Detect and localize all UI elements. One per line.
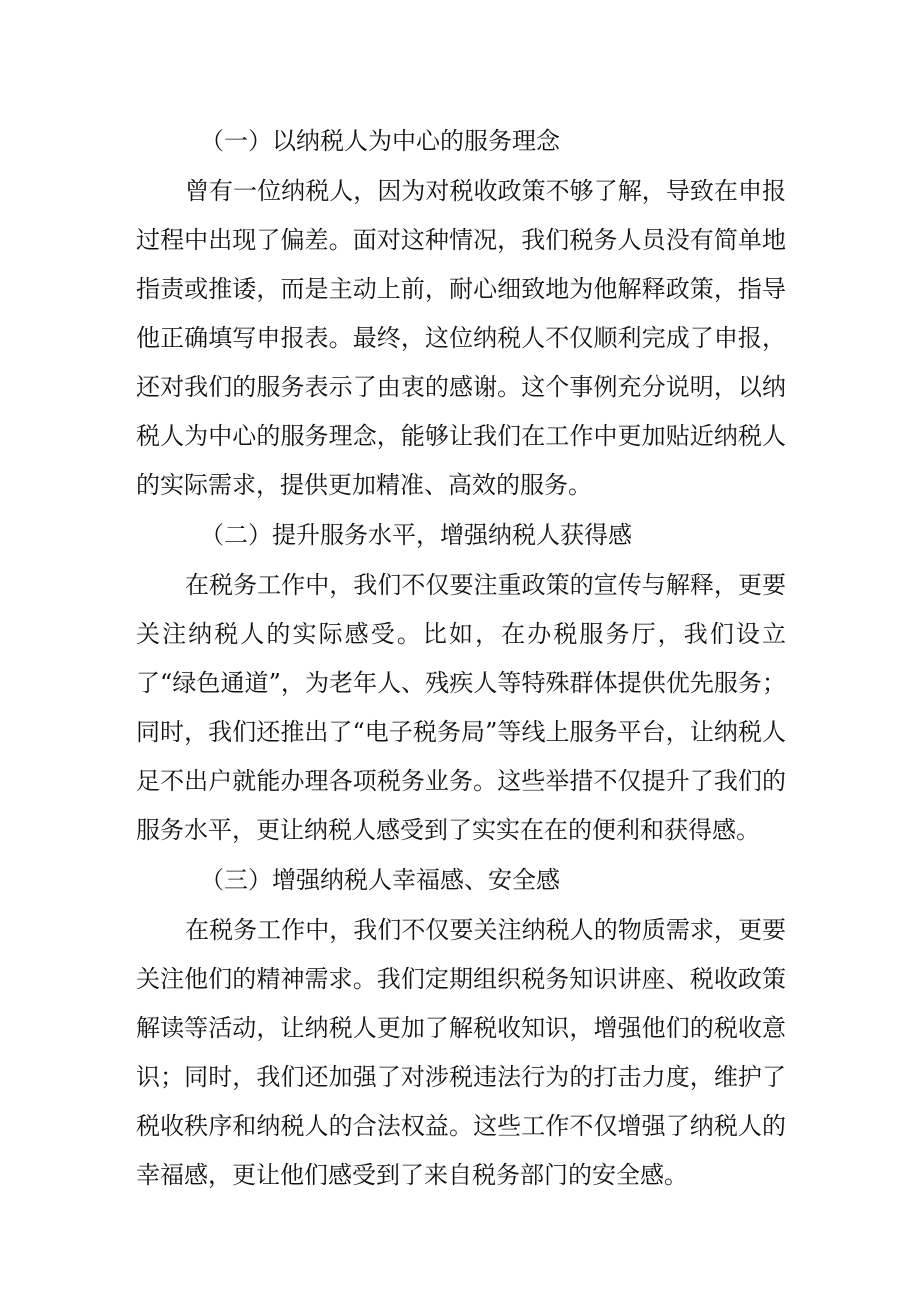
section-2 bbox=[136, 510, 786, 855]
section-heading: （三）增强纳税人幸福感、安全感 bbox=[200, 866, 560, 894]
section-1 bbox=[136, 116, 786, 510]
section-paragraph: 在税务工作中，我们不仅要关注纳税人的物质需求，更要关注他们的精神需求。我们定期组织税务知识讲座、税收政策解读等活动，让纳税人更加了解税收知识，增强他们的税收意识；同时，我们还加强了对涉税违法行为的打击力度，维护了税收秩序和纳税人的合法权益。这些工作不仅增强了纳税人的幸福感，更让他们感受到了来自税务部门的安全感。 bbox=[136, 916, 786, 1189]
section-3 bbox=[136, 855, 786, 1200]
section-heading: （二）提升服务水平，增强纳税人获得感 bbox=[200, 521, 632, 549]
section-heading: （一）以纳税人为中心的服务理念 bbox=[200, 127, 560, 155]
section-paragraph: 曾有一位纳税人，因为对税收政策不够了解，导致在申报过程中出现了偏差。面对这种情况，我们税务人员没有简单地指责或推诿，而是主动上前，耐心细致地为他解释政策，指导他正确填写申报表。最终，这位纳税人不仅顺利完成了申报，还对我们的服务表示了由衷的感谢。这个事例充分说明，以纳税人为中心的服务理念，能够让我们在工作中更加贴近纳税人的实际需求，提供更加精准、高效的服务。 bbox=[136, 177, 786, 499]
document-page bbox=[136, 116, 786, 1200]
section-paragraph: 在税务工作中，我们不仅要注重政策的宣传与解释，更要关注纳税人的实际感受。比如，在办税服务厅，我们设立了“绿色通道”，为老年人、残疾人等特殊群体提供优先服务；同时，我们还推出了“电子税务局”等线上服务平台，让纳税人足不出户就能办理各项税务业务。这些举措不仅提升了我们的服务水平，更让纳税人感受到了实实在在的便利和获得感。 bbox=[136, 571, 786, 844]
